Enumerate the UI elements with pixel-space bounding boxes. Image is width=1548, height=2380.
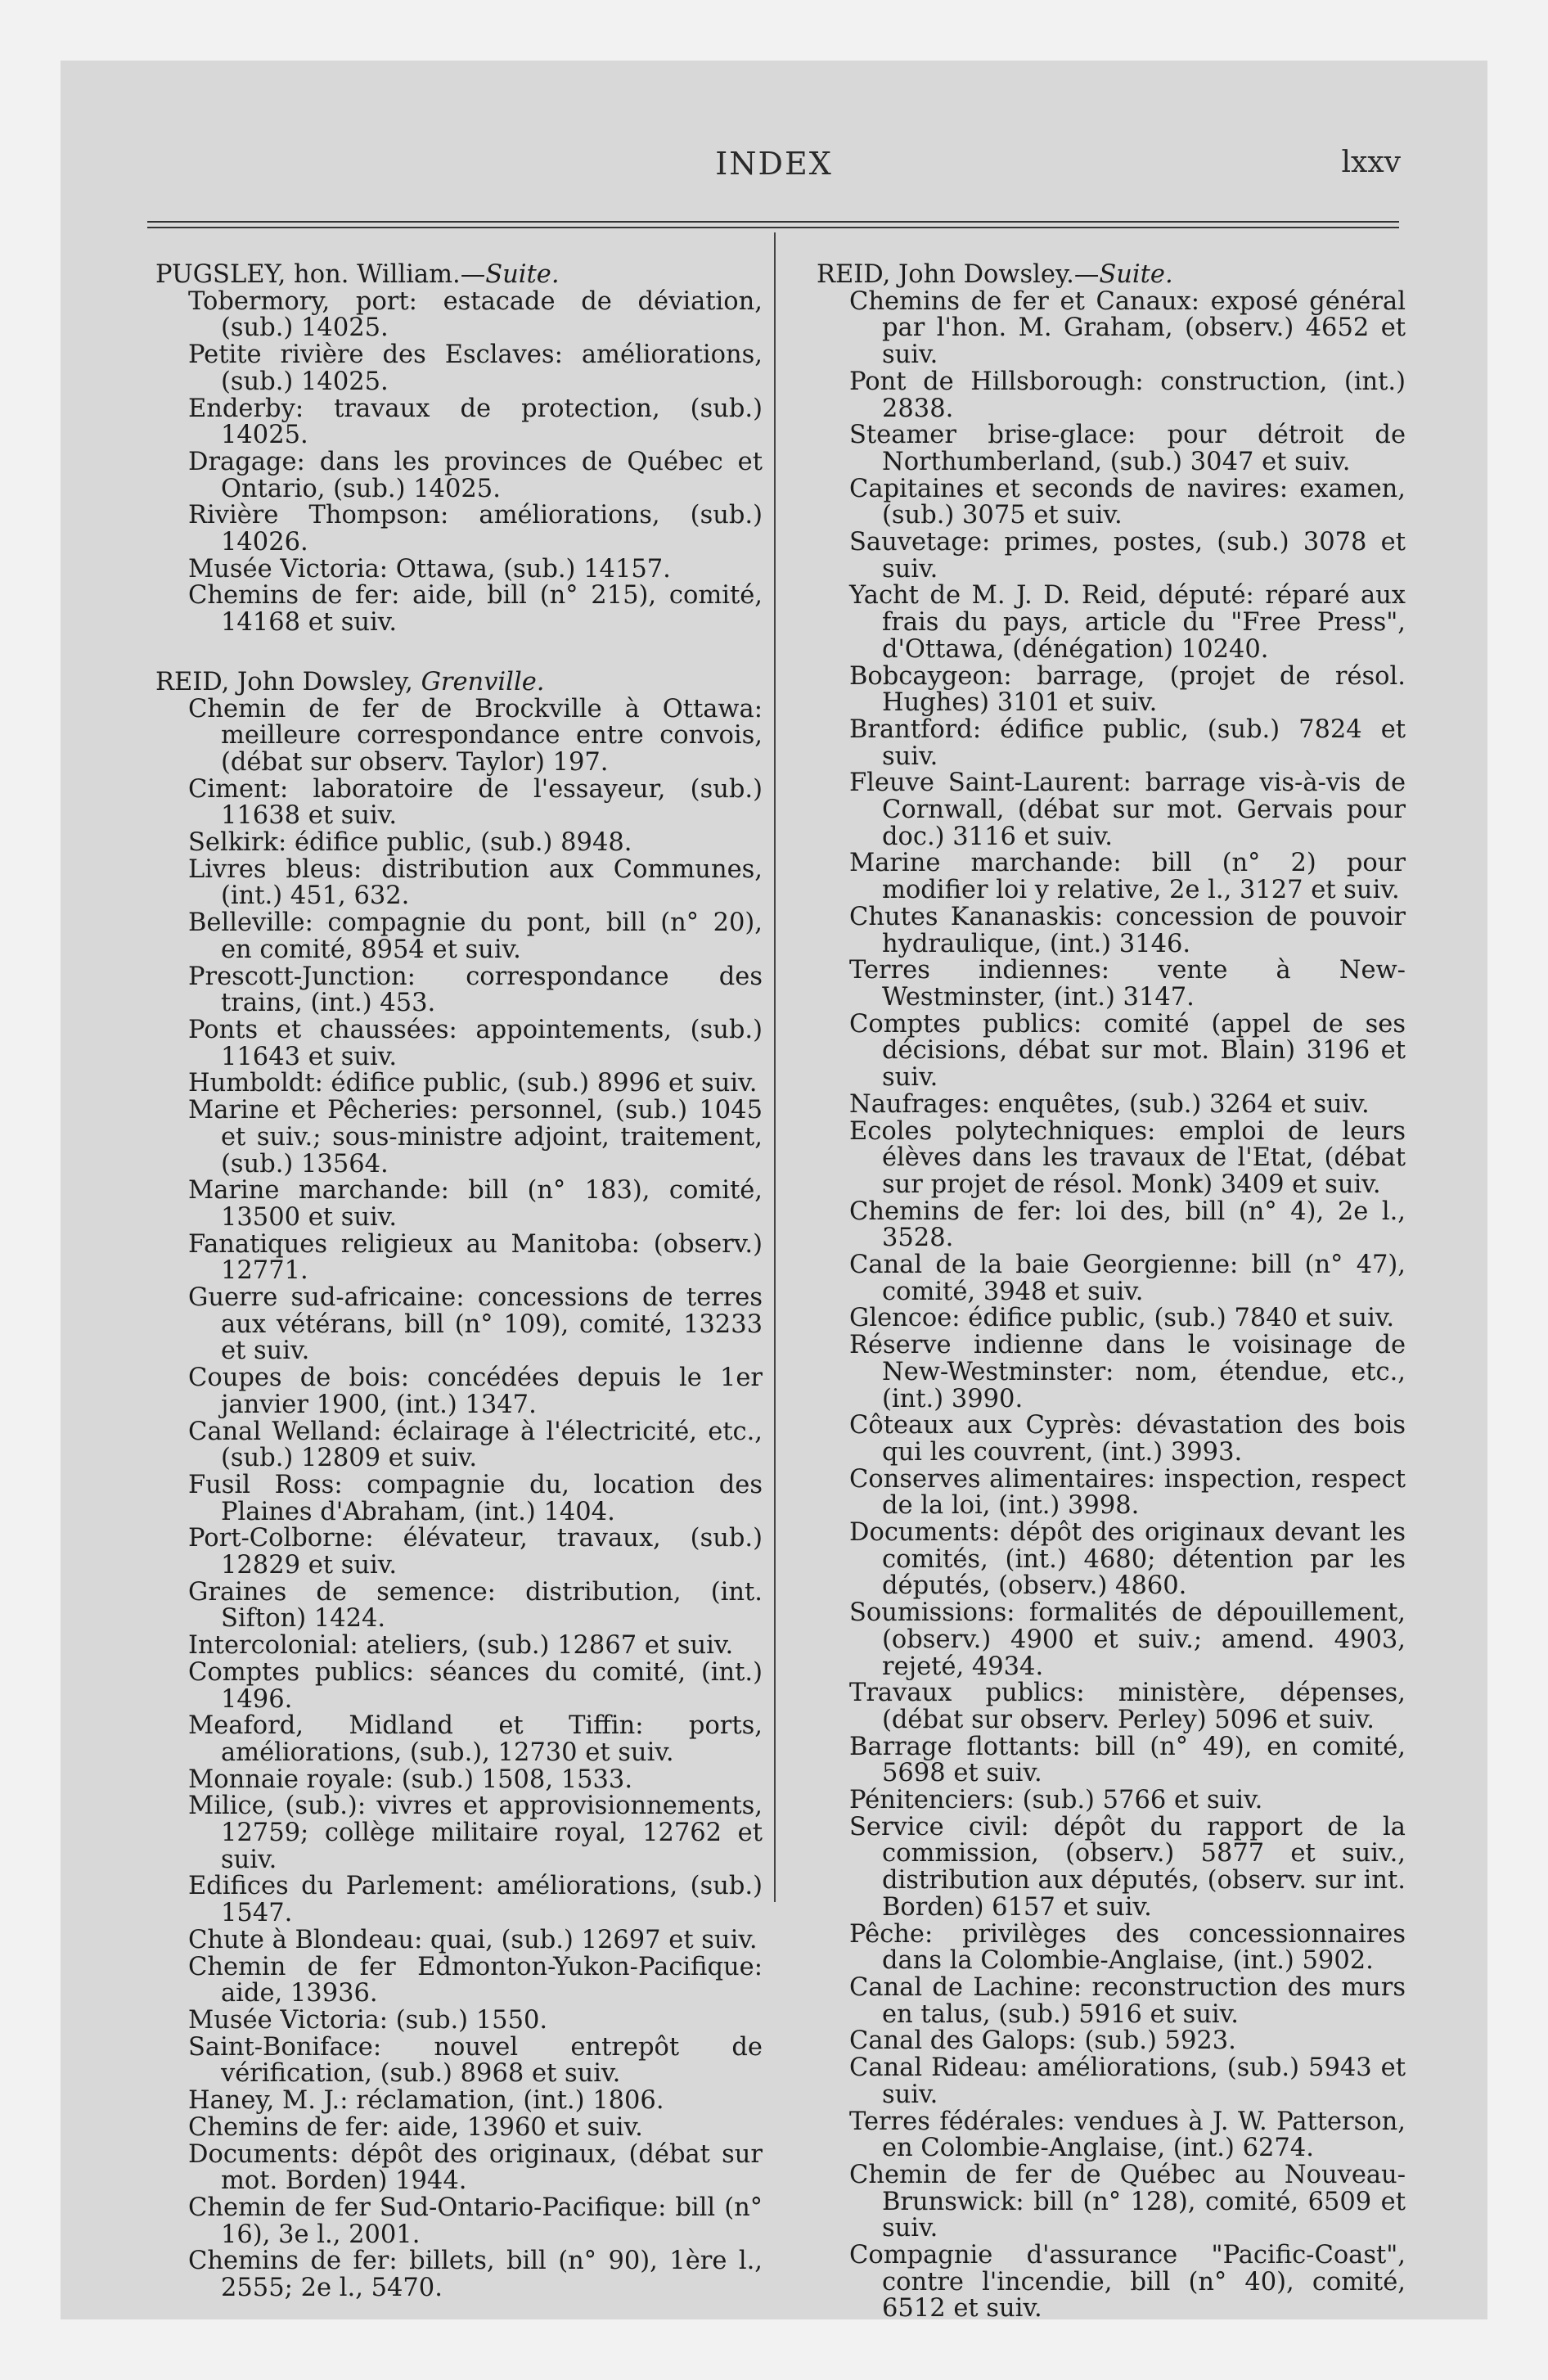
index-entry: Enderby: travaux de protection, (sub.) 14025. <box>188 394 763 450</box>
index-entry: Steamer brise-glace: pour détroit de Northumberland, (sub.) 3047 et suiv. <box>849 421 1406 476</box>
index-entry: Belleville: compagnie du pont, bill (n° 20), en comité, 8954 et suiv. <box>188 908 763 964</box>
index-entry: Chemins de fer: aide, 13960 et suiv. <box>188 2112 643 2142</box>
index-entry: Musée Victoria: Ottawa, (sub.) 14157. <box>188 554 671 584</box>
index-entry: Documents: dépôt des originaux devant les comités, (int.) 4680; détention par les députés, (observ.) 4860. <box>849 1518 1406 1601</box>
index-entry: Conserves alimentaires: inspection, respect de la loi, (int.) 3998. <box>849 1464 1406 1521</box>
index-entry: Canal de Lachine: reconstruction des murs en talus, (sub.) 5916 et suiv. <box>849 1973 1406 2029</box>
index-section <box>155 262 763 637</box>
index-entry: Livres bleus: distribution aux Communes, (int.) 451, 632. <box>188 854 763 911</box>
index-entry: Chute à Blondeau: quai, (sub.) 12697 et suiv. <box>188 1925 758 1954</box>
index-entry: Yacht de M. J. D. Reid, député: réparé aux frais du pays, article du "Free Press", d'Ottawa, (dénégation) 10240. <box>849 581 1406 664</box>
running-title: INDEX <box>715 146 833 182</box>
section-heading <box>155 669 763 696</box>
right-column <box>817 262 1406 2323</box>
index-entry: Service civil: dépôt du rapport de la commission, (observ.) 5877 et suiv., distribution aux députés, (observ. sur int. Borden) 6157 et suiv. <box>849 1812 1406 1922</box>
index-entry: Coupes de bois: concédées depuis le 1er janvier 1900, (int.) 1347. <box>188 1364 763 1419</box>
index-entry: Canal Welland: éclairage à l'électricité, etc., (sub.) 12809 et suiv. <box>188 1417 763 1473</box>
index-entry: Pénitenciers: (sub.) 5766 et suiv. <box>849 1786 1263 1815</box>
index-entry: Musée Victoria: (sub.) 1550. <box>188 2006 548 2035</box>
index-entry: Chemin de fer de Brockville à Ottawa: meilleure correspondance entre convois, (débat sur observ. Taylor) 197. <box>188 694 763 777</box>
index-entry: Canal des Galops: (sub.) 5923. <box>849 2026 1236 2056</box>
index-entry: Chutes Kananaskis: concession de pouvoir hydraulique, (int.) 3146. <box>849 902 1406 958</box>
index-section <box>155 669 763 2302</box>
index-entry: Pont de Hillsborough: construction, (int.) 2838. <box>849 367 1406 423</box>
index-entry: Brantford: édifice public, (sub.) 7824 et suiv. <box>849 714 1406 771</box>
heading-name: REID, John Dowsley. <box>817 260 1074 289</box>
index-entry: Marine et Pêcheries: personnel, (sub.) 1045 et suiv.; sous-ministre adjoint, traitement, (sub.) 13564. <box>188 1096 763 1179</box>
index-entry: Chemins de fer et Canaux: exposé général par l'hon. M. Graham, (observ.) 4652 et suiv. <box>849 286 1406 370</box>
index-entry: Graines de semence: distribution, (int. Sifton) 1424. <box>188 1577 763 1634</box>
index-entry: Chemins de fer: loi des, bill (n° 4), 2e l., 3528. <box>849 1197 1406 1253</box>
header-rule-top <box>147 221 1399 223</box>
index-entry: Bobcaygeon: barrage, (projet de résol. Hughes) 3101 et suiv. <box>849 661 1406 718</box>
index-entry: Petite rivière des Esclaves: améliorations, (sub.) 14025. <box>188 340 763 396</box>
page-header <box>147 146 1401 195</box>
index-entry: Intercolonial: ateliers, (sub.) 12867 et suiv. <box>188 1631 734 1661</box>
index-entry: Documents: dépôt des originaux, (débat sur mot. Borden) 1944. <box>188 2139 763 2196</box>
index-entry: Canal de la baie Georgienne: bill (n° 47), comité, 3948 et suiv. <box>849 1251 1406 1306</box>
index-entry: Soumissions: formalités de dépouillement, (observ.) 4900 et suiv.; amend. 4903, rejeté, 4934. <box>849 1598 1406 1681</box>
index-entry: Milice, (sub.): vivres et approvisionnements, 12759; collège militaire royal, 12762 et suiv. <box>188 1792 763 1874</box>
heading-name: PUGSLEY, hon. William. <box>155 260 461 289</box>
index-entry: Prescott-Junction: correspondance des trains, (int.) 453. <box>188 962 763 1018</box>
index-entry: Meaford, Midland et Tiffin: ports, améliorations, (sub.), 12730 et suiv. <box>188 1711 763 1767</box>
index-entry: Glencoe: édifice public, (sub.) 7840 et suiv. <box>849 1304 1395 1333</box>
heading-suffix: Grenville. <box>421 667 545 696</box>
index-entry: Edifices du Parlement: améliorations, (sub.) 1547. <box>188 1872 763 1928</box>
index-entry: Selkirk: édifice public, (sub.) 8948. <box>188 828 632 858</box>
index-entry: Travaux publics: ministère, dépenses, (débat sur observ. Perley) 5096 et suiv. <box>849 1679 1406 1734</box>
index-entry: Fleuve Saint-Laurent: barrage vis-à-vis de Cornwall, (débat sur mot. Gervais pour doc.) 3116 et suiv. <box>849 769 1406 851</box>
index-entry: Dragage: dans les provinces de Québec et Ontario, (sub.) 14025. <box>188 447 763 503</box>
index-entry: Chemins de fer: billets, bill (n° 90), 1ère l., 2555; 2e l., 5470. <box>188 2247 763 2303</box>
index-entry: Chemin de fer Edmonton-Yukon-Pacifique: aide, 13936. <box>188 1952 763 2008</box>
index-entry: Ponts et chaussées: appointements, (sub.) 11643 et suiv. <box>188 1015 763 1071</box>
index-entry: Humboldt: édifice public, (sub.) 8996 et suiv. <box>188 1069 758 1098</box>
column-separator <box>774 232 776 1902</box>
index-entry: Saint-Boniface: nouvel entrepôt de vérification, (sub.) 8968 et suiv. <box>188 2032 763 2089</box>
index-entry: Comptes publics: comité (appel de ses décisions, débat sur mot. Blain) 3196 et suiv. <box>849 1009 1406 1093</box>
section-heading: REID, John Dowsley.—Suite. <box>817 260 1173 289</box>
index-entry: Port-Colborne: élévateur, travaux, (sub.) 12829 et suiv. <box>188 1524 763 1580</box>
index-entry: Sauvetage: primes, postes, (sub.) 3078 et suiv. <box>849 528 1406 584</box>
index-entry: Tobermory, port: estacade de déviation, (sub.) 14025. <box>188 286 763 343</box>
heading-suffix: Suite. <box>485 260 560 289</box>
index-entry: Barrage flottants: bill (n° 49), en comité, 5698 et suiv. <box>849 1732 1406 1788</box>
index-entry: Chemin de fer de Québec au Nouveau-Brunswick: bill (n° 128), comité, 6509 et suiv. <box>849 2160 1406 2243</box>
index-entry: Guerre sud-africaine: concessions de terres aux vétérans, bill (n° 109), comité, 13233 et suiv. <box>188 1283 763 1366</box>
section-heading: PUGSLEY, hon. William.—Suite. <box>155 260 560 289</box>
index-entry: Marine marchande: bill (n° 2) pour modifier loi y relative, 2e l., 3127 et suiv. <box>849 849 1406 905</box>
index-entry: Ciment: laboratoire de l'essayeur, (sub.) 11638 et suiv. <box>188 774 763 831</box>
index-entry: Canal Rideau: améliorations, (sub.) 5943 et suiv. <box>849 2053 1406 2109</box>
index-entry: Monnaie royale: (sub.) 1508, 1533. <box>188 1765 633 1794</box>
index-entry: Compagnie d'assurance "Pacific-Coast", contre l'incendie, bill (n° 40), comité, 6512 et suiv. <box>849 2241 1406 2324</box>
left-column <box>155 262 763 2302</box>
page-number: lxxv <box>1341 146 1401 179</box>
index-entry: Fanatiques religieux au Manitoba: (observ.) 12771. <box>188 1229 763 1286</box>
index-entry: Pêche: privilèges des concessionnaires dans la Colombie-Anglaise, (int.) 5902. <box>849 1919 1406 1976</box>
heading-name: REID, John Dowsley, <box>155 667 413 696</box>
index-entry: Terres fédérales: vendues à J. W. Patterson, en Colombie-Anglaise, (int.) 6274. <box>849 2107 1406 2163</box>
index-entry: Ecoles polytechniques: emploi de leurs élèves dans les travaux de l'Etat, (débat sur projet de résol. Monk) 3409 et suiv. <box>849 1116 1406 1199</box>
index-entry: Comptes publics: séances du comité, (int.) 1496. <box>188 1657 763 1714</box>
index-entry: Chemins de fer: aide, bill (n° 215), comité, 14168 et suiv. <box>188 581 763 638</box>
header-rule-bottom <box>147 227 1399 228</box>
index-entry: Capitaines et seconds de navires: examen, (sub.) 3075 et suiv. <box>849 474 1406 530</box>
index-entry: Réserve indienne dans le voisinage de New-Westminster: nom, étendue, etc., (int.) 3990. <box>849 1331 1406 1413</box>
index-entry: Rivière Thompson: améliorations, (sub.) 14026. <box>188 501 763 557</box>
index-entry: Marine marchande: bill (n° 183), comité, 13500 et suiv. <box>188 1176 763 1232</box>
index-entry: Fusil Ross: compagnie du, location des Plaines d'Abraham, (int.) 1404. <box>188 1470 763 1526</box>
index-entry: Terres indiennes: vente à New-Westminster, (int.) 3147. <box>849 956 1406 1012</box>
index-section <box>817 262 1406 2323</box>
index-entry: Chemin de fer Sud-Ontario-Pacifique: bill (n° 16), 3e l., 2001. <box>188 2193 763 2249</box>
heading-suffix: Suite. <box>1099 260 1173 289</box>
index-entry: Naufrages: enquêtes, (sub.) 3264 et suiv. <box>849 1089 1370 1119</box>
index-entry: Côteaux aux Cyprès: dévastation des bois qui les couvrent, (int.) 3993. <box>849 1411 1406 1467</box>
index-entry: Haney, M. J.: réclamation, (int.) 1806. <box>188 2086 664 2116</box>
